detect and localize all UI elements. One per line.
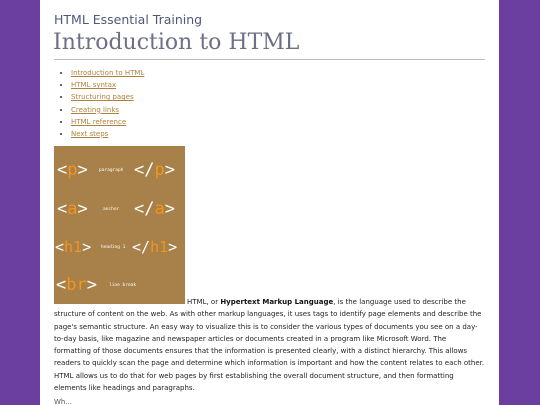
tag-open-h1: <h1>: [55, 238, 92, 256]
toc-link-next-steps[interactable]: Next steps: [71, 129, 109, 138]
figure-float-spacer: [54, 296, 187, 308]
toc-item-syntax: [71, 79, 144, 91]
tag-close-a: </a>: [134, 199, 175, 219]
figure-row-paragraph: [54, 158, 185, 188]
tag-br: <br>: [56, 275, 97, 295]
toc-link-links[interactable]: Creating links: [71, 105, 120, 114]
caption-anchor: anchor: [103, 207, 120, 212]
toc-link-reference[interactable]: HTML reference: [71, 117, 127, 126]
caption-paragraph: paragraph: [99, 168, 124, 173]
next-section-heading: Wh...: [54, 398, 73, 405]
toc-item-structuring: [71, 91, 144, 103]
title-divider: [54, 59, 485, 60]
caption-linebreak: line break: [109, 283, 137, 288]
page-container: [40, 0, 499, 405]
tag-open-a: <a>: [57, 199, 88, 219]
page-title: Introduction to HTML: [53, 30, 300, 55]
intro-term: Hypertext Markup Language: [220, 298, 334, 306]
toc-link-structuring[interactable]: Structuring pages: [71, 93, 134, 102]
figure-row-anchor: [54, 197, 185, 227]
toc-item-introduction: [71, 67, 144, 79]
intro-paragraph: [54, 296, 485, 394]
toc-item-next-steps: [71, 128, 144, 140]
toc-link-introduction[interactable]: Introduction to HTML: [71, 69, 145, 77]
table-of-contents: [71, 67, 144, 140]
intro-lead: HTML, or: [187, 298, 221, 306]
caption-heading: heading 1: [101, 245, 126, 250]
intro-rest: , is the language used to describe the structure of content on the web. As with other markup languages, it uses tags to identify page elements and describe the page's semantic structure. An easy way to visualize this is to consider the various types of documents you see on a day-to-day basis, like magazine and newspaper articles or documents created in a program like Microsoft Word. The formatting of those documents ensures that the information is presented clearly, with a distinct hierarchy. This allows readers to quickly scan the page and determine which information is important and how the content relates to each other. HTML allows us to do that for web pages by first establishing the overall document structure, and then formatting elements like headings and paragraphs.: [54, 298, 485, 393]
toc-link-syntax[interactable]: HTML syntax: [71, 81, 117, 90]
html-tags-illustration: [54, 146, 185, 304]
tag-open-p: <p>: [57, 160, 88, 180]
toc-item-reference: [71, 116, 144, 128]
toc-item-links: [71, 104, 144, 116]
site-title: HTML Essential Training: [54, 12, 203, 27]
figure-row-heading: [54, 235, 185, 265]
tag-close-h1: </h1>: [132, 238, 178, 256]
tag-close-p: </p>: [134, 160, 175, 180]
